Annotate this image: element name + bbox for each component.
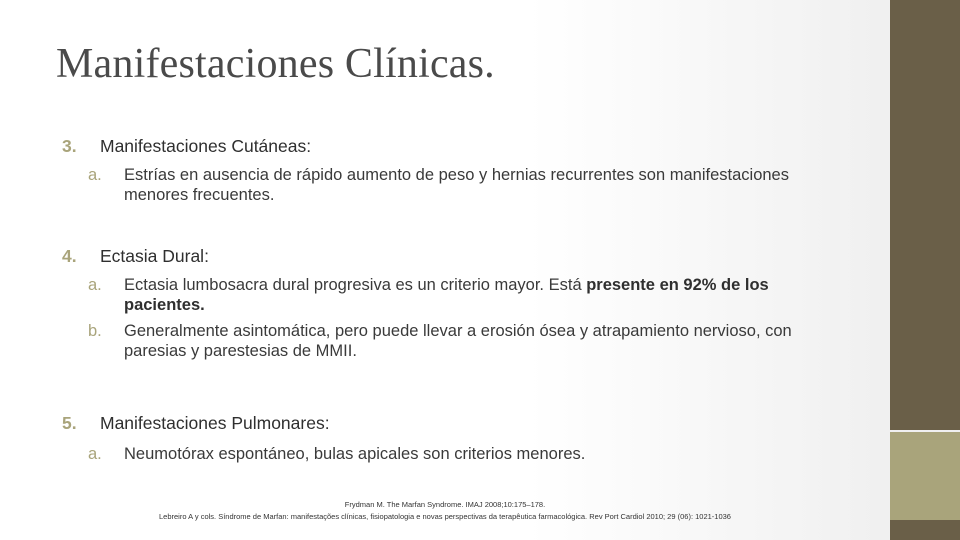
list-item bbox=[88, 165, 844, 205]
item-letter: b. bbox=[88, 322, 102, 340]
item-letter: a. bbox=[88, 166, 102, 184]
item-letter: a. bbox=[88, 276, 102, 294]
side-bar-bottom bbox=[890, 520, 960, 540]
item-text: Generalmente asintomática, pero puede llevar a erosión ósea y atrapamiento nervioso, con paresias y parestesias de MMII. bbox=[124, 322, 792, 360]
list-item bbox=[88, 444, 844, 464]
section-pulmonary bbox=[62, 413, 844, 464]
item-text bbox=[124, 275, 844, 315]
item-letter: a. bbox=[88, 445, 102, 463]
section-number: 4. bbox=[62, 246, 77, 266]
item-text: Estrías en ausencia de rápido aumento de peso y hernias recurrentes son manifestaciones menores frecuentes. bbox=[124, 166, 789, 204]
list-item bbox=[88, 321, 844, 361]
item-text-normal: Ectasia lumbosacra dural progresiva es un criterio mayor. Está bbox=[124, 276, 587, 294]
section-dural-ectasia bbox=[62, 246, 844, 361]
item-text-bold: presente en 92% de los pacientes. bbox=[124, 276, 769, 314]
section-label: Ectasia Dural: bbox=[100, 246, 209, 266]
side-bar-dark bbox=[890, 0, 960, 430]
section-label: Manifestaciones Pulmonares: bbox=[100, 413, 330, 433]
section-number: 3. bbox=[62, 136, 77, 156]
list-item bbox=[88, 275, 844, 315]
item-text: Neumotórax espontáneo, bulas apicales son criterios menores. bbox=[124, 445, 586, 463]
section-number: 5. bbox=[62, 413, 77, 433]
section-label: Manifestaciones Cutáneas: bbox=[100, 136, 312, 156]
section-cutaneous bbox=[62, 136, 844, 205]
reference-line: Frydman M. The Marfan Syndrome. IMAJ 2008;10:175–178. bbox=[344, 500, 546, 509]
slide-title: Manifestaciones Clínicas. bbox=[56, 41, 495, 87]
reference-line: Lebreiro A y cols. Síndrome de Marfan: manifestações clínicas, fisiopatologia e novas perspectivas da terapêutica farmacológica. Rev Port Cardiol 2010; 29 (06): 1021-1036 bbox=[159, 512, 731, 521]
references bbox=[0, 499, 890, 523]
